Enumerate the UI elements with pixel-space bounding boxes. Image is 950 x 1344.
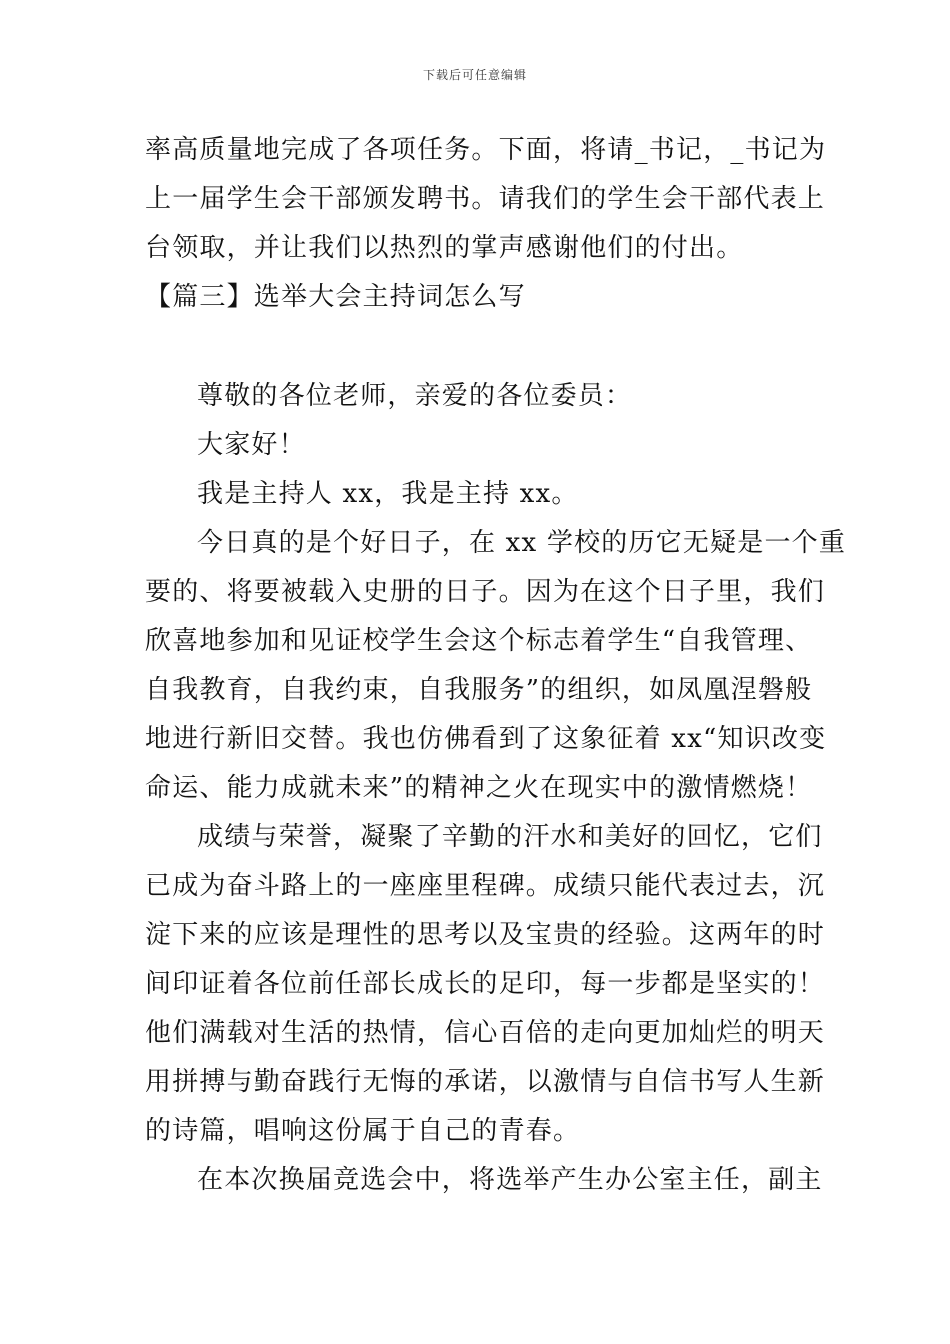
section-heading: 【篇三】选举大会主持词怎么写 [145, 282, 526, 312]
body-line: 上一届学生会干部颁发聘书。请我们的学生会干部代表上 [145, 184, 826, 214]
body-line: 台领取，并让我们以热烈的掌声感谢他们的付出。 [145, 233, 744, 263]
paragraph-start: 成绩与荣誉，凝聚了辛勤的汗水和美好的回忆，它们 [197, 822, 823, 852]
document-body [145, 126, 847, 1205]
body-line: 地进行新旧交替。我也仿佛看到了这象征着 xx“知识改变 [145, 724, 827, 754]
body-line: 命运、能力成就未来”的精神之火在现实中的激情燃烧！ [145, 773, 813, 803]
body-line: 他们满载对生活的热情，信心百倍的走向更加灿烂的明天 [145, 1018, 826, 1048]
paragraph-start: 今日真的是个好日子，在 xx 学校的历它无疑是一个重 [197, 528, 847, 558]
spacer [145, 322, 810, 372]
page-header: 下载后可任意编辑 [422, 68, 527, 82]
greeting: 大家好！ [197, 430, 306, 460]
body-line: 要的、将要被载入史册的日子。因为在这个日子里，我们 [145, 577, 826, 607]
body-line: 率高质量地完成了各项任务。下面，将请_书记，_书记为 [145, 135, 827, 165]
body-line: 的诗篇，唱响这份属于自己的青春。 [145, 1116, 581, 1146]
body-line: 淀下来的应该是理性的思考以及宝贵的经验。这两年的时 [145, 920, 826, 950]
introduction: 我是主持人 xx，我是主持 xx。 [197, 479, 579, 509]
paragraph-start: 在本次换届竞选会中，将选举产生办公室主任，副主 [197, 1165, 823, 1195]
body-line: 间印证着各位前任部长成长的足印，每一步都是坚实的！ [145, 969, 826, 999]
body-line: 欣喜地参加和见证校学生会这个标志着学生“自我管理、 [145, 626, 813, 656]
body-line: 自我教育，自我约束，自我服务”的组织，如凤凰涅磐般 [145, 675, 813, 705]
body-line: 已成为奋斗路上的一座座里程碑。成绩只能代表过去，沉 [145, 871, 826, 901]
salutation: 尊敬的各位老师，亲爱的各位委员： [197, 381, 633, 411]
body-line: 用拼搏与勤奋践行无悔的承诺，以激情与自信书写人生新 [145, 1067, 826, 1097]
